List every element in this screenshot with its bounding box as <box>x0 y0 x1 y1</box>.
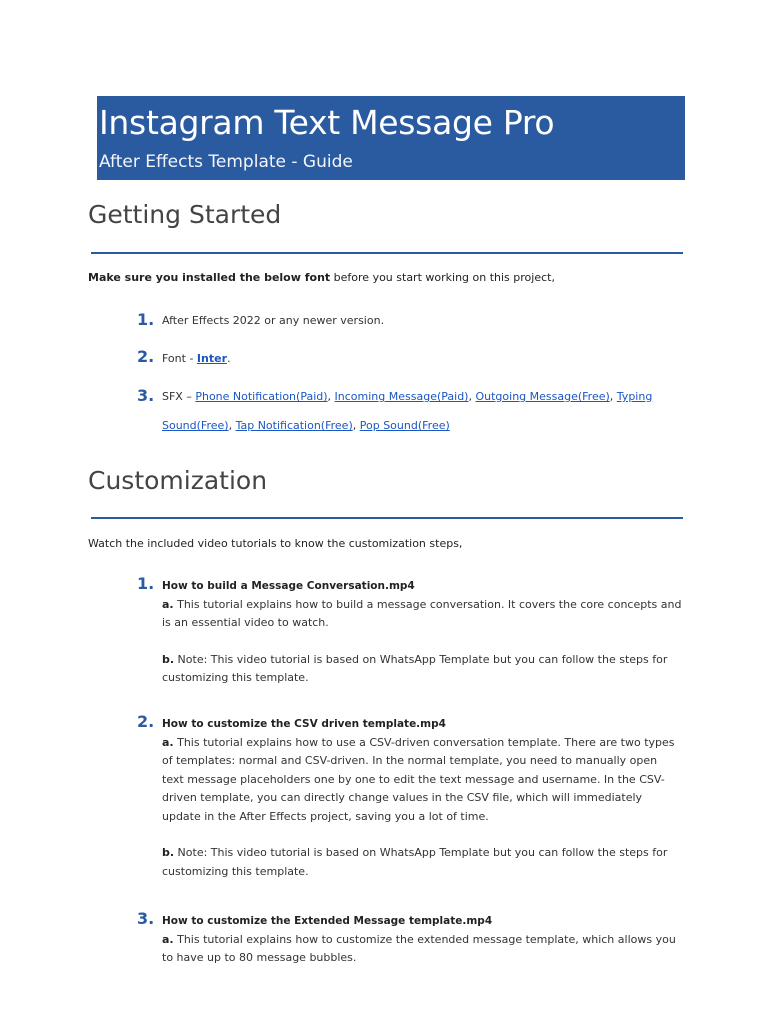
description-text: This tutorial explains how to use a CSV-driven conversation template. There are two types of templates: normal and CSV-driven. In the normal template, you need to manually open text message placeholders one by one to edit the text message and username. In the CSV-driven template, you can directly change values in the CSV file, which will immediately update in the After Effects project, saving you a lot of time. <box>162 735 675 823</box>
customization-heading: Customization <box>88 466 268 495</box>
tutorial-title: How to build a Message Conversation.mp4 <box>162 580 415 592</box>
sfx-link-typing-sound[interactable]: Typing <box>616 390 653 403</box>
sub-label: a. <box>162 597 174 611</box>
requirement-sfx <box>162 382 682 440</box>
list-number: 3. <box>137 386 155 405</box>
tutorial-note <box>162 651 682 688</box>
header-banner <box>97 96 685 180</box>
list-number: 2. <box>137 347 155 366</box>
tutorial-2 <box>162 715 682 881</box>
sfx-link-incoming-message[interactable]: Incoming Message(Paid) <box>334 390 469 403</box>
sfx-link-outgoing-message[interactable]: Outgoing Message(Free) <box>475 390 610 403</box>
tutorial-title: How to customize the CSV driven template.mp4 <box>162 718 446 730</box>
section-divider <box>91 252 683 254</box>
tutorial-note <box>162 844 682 881</box>
sfx-link-tap-notification[interactable]: Tap Notification(Free) <box>235 419 353 432</box>
font-install-note-bold: Make sure you installed the below font <box>88 271 331 284</box>
tutorial-title: How to customize the Extended Message template.mp4 <box>162 915 493 927</box>
inter-font-link[interactable]: Inter <box>196 352 227 365</box>
sfx-separator: , <box>327 390 335 403</box>
note-text: Note: This video tutorial is based on WhatsApp Template but you can follow the steps for customizing this template. <box>162 652 668 684</box>
font-prefix: Font - <box>162 352 197 365</box>
sfx-separator: , <box>468 390 476 403</box>
sfx-prefix: SFX – <box>162 390 196 403</box>
tutorial-1 <box>162 577 682 688</box>
document-subtitle: After Effects Template - Guide <box>99 152 353 172</box>
sub-label: b. <box>162 846 175 859</box>
sfx-link-typing-sound-cont[interactable]: Sound(Free) <box>162 419 229 432</box>
tutorial-3 <box>162 912 682 968</box>
tutorial-description <box>162 734 682 827</box>
list-number: 2. <box>137 712 155 731</box>
font-suffix: . <box>227 352 231 365</box>
note-text: Note: This video tutorial is based on WhatsApp Template but you can follow the steps for customizing this template. <box>162 846 668 878</box>
list-number: 1. <box>137 310 155 329</box>
getting-started-heading: Getting Started <box>88 200 282 229</box>
description-text: This tutorial explains how to build a message conversation. It covers the core concepts and is an essential video to watch. <box>162 597 682 629</box>
description-text: This tutorial explains how to customize the extended message template, which allows you to have up to 80 message bubbles. <box>162 932 676 964</box>
sfx-link-pop-sound[interactable]: Pop Sound(Free) <box>359 419 450 432</box>
sfx-separator: , <box>609 390 617 403</box>
sub-label: a. <box>162 932 174 946</box>
sub-label: a. <box>162 735 174 749</box>
sfx-separator: , <box>352 419 360 432</box>
requirement-font <box>162 349 682 368</box>
requirement-after-effects: After Effects 2022 or any newer version. <box>162 314 385 327</box>
font-install-note <box>88 270 555 286</box>
document-title: Instagram Text Message Pro <box>99 103 555 142</box>
sub-label: b. <box>162 652 175 666</box>
sfx-link-phone-notification[interactable]: Phone Notification(Paid) <box>195 390 328 403</box>
list-number: 3. <box>137 909 155 928</box>
tutorial-description <box>162 596 682 633</box>
customization-intro: Watch the included video tutorials to know the customization steps, <box>88 537 463 550</box>
font-install-note-rest: before you start working on this project, <box>330 271 555 284</box>
list-number: 1. <box>137 574 155 593</box>
tutorial-description <box>162 931 682 968</box>
section-divider <box>91 517 683 519</box>
sfx-separator: , <box>228 419 236 432</box>
